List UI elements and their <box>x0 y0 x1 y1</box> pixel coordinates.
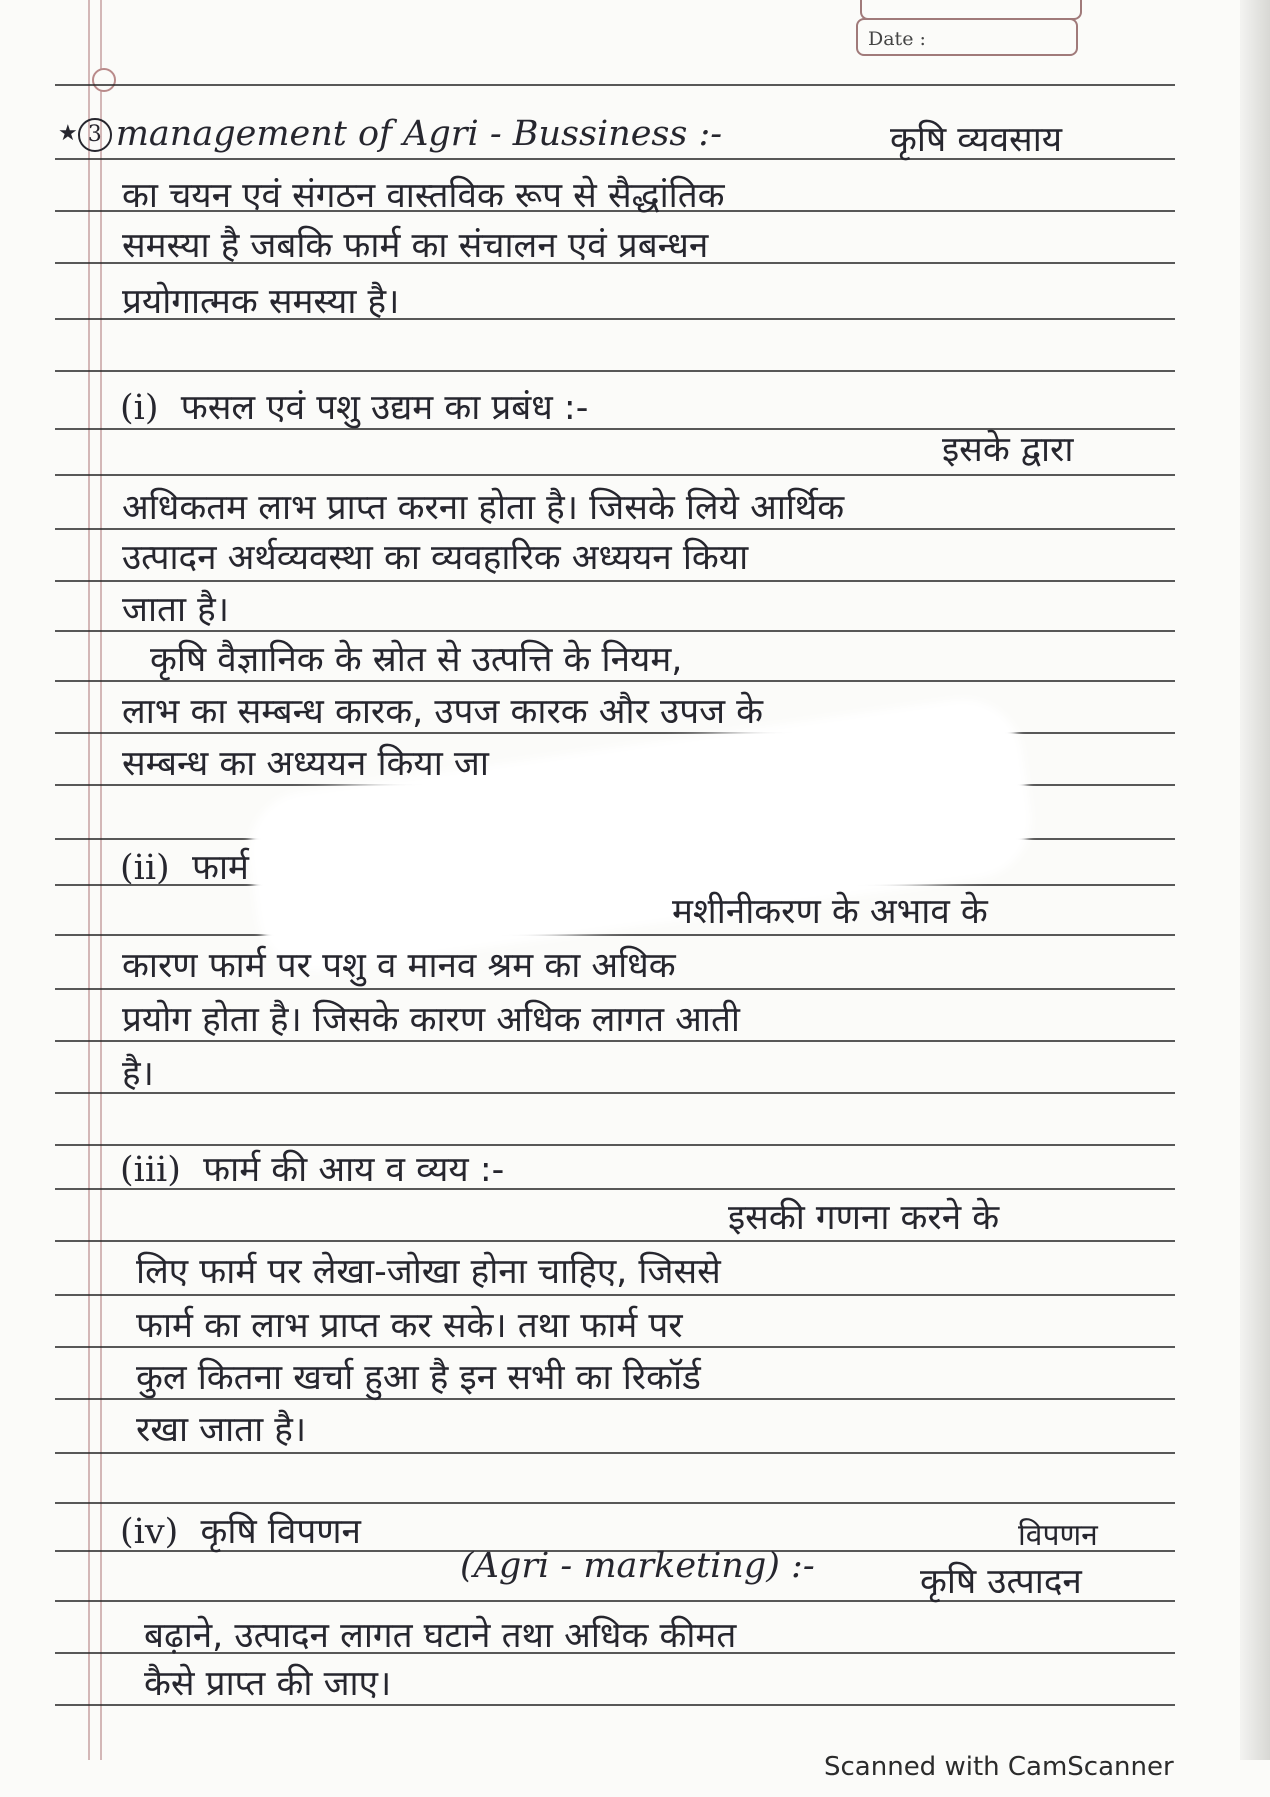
intro-line: प्रयोगात्मक समस्या है। <box>122 282 400 322</box>
intro-line: समस्या है जबकि फार्म का संचालन एवं प्रबन्धन <box>122 226 709 266</box>
body-line: है। <box>122 1054 154 1094</box>
body-line: विपणन <box>1018 1518 1098 1553</box>
body-line: लिए फार्म पर लेखा-जोखा होना चाहिए, जिससे <box>136 1252 721 1292</box>
subheading-text: कृषि विपणन <box>200 1512 361 1552</box>
ruled-line <box>55 1398 1175 1400</box>
subheading-number: (i) <box>120 388 159 428</box>
ruled-line <box>55 1294 1175 1296</box>
subheading-1 <box>120 388 588 428</box>
ruled-line <box>55 528 1175 530</box>
ruled-line <box>55 630 1175 632</box>
body-line: इसकी गणना करने के <box>728 1198 1000 1238</box>
body-line: जाता है। <box>122 590 230 630</box>
body-line: कृषि वैज्ञानिक के स्रोत से उत्पत्ति के नियम, <box>150 640 683 680</box>
ruled-line <box>55 1240 1175 1242</box>
subheading-2 <box>120 848 249 888</box>
ruled-line <box>55 1040 1175 1042</box>
subheading-4 <box>120 1512 361 1552</box>
scanner-watermark: Scanned with CamScanner <box>824 1752 1174 1782</box>
ruled-line <box>55 474 1175 476</box>
ruled-line <box>55 1144 1175 1146</box>
body-line: सम्बन्ध का अध्ययन किया जा <box>122 744 489 784</box>
page-edge-shadow <box>1240 0 1270 1760</box>
ruled-line <box>55 1452 1175 1454</box>
punch-hole <box>92 68 116 92</box>
subheading-text: फार्म <box>191 848 249 888</box>
subheading-3 <box>120 1150 504 1190</box>
subheading-text: फार्म की आय व व्यय :- <box>203 1150 505 1190</box>
ruled-line <box>55 988 1175 990</box>
body-line: प्रयोग होता है। जिसके कारण अधिक लागत आती <box>122 1000 740 1040</box>
body-line: कारण फार्म पर पशु व मानव श्रम का अधिक <box>122 946 676 986</box>
ruled-line <box>55 1502 1175 1504</box>
ruled-line <box>55 580 1175 582</box>
body-line: अधिकतम लाभ प्राप्त करना होता है। जिसके लिये आर्थिक <box>122 488 845 528</box>
subheading-text: फसल एवं पशु उद्यम का प्रबंध :- <box>180 388 589 428</box>
margin-line <box>100 0 102 1760</box>
section-number: 3 <box>78 118 112 152</box>
ruled-line <box>55 1346 1175 1348</box>
body-line: कृषि उत्पादन <box>920 1562 1082 1602</box>
body-line: मशीनीकरण के अभाव के <box>672 892 988 932</box>
ruled-line <box>55 1704 1175 1706</box>
main-heading: management of Agri - Bussiness :- <box>115 114 723 154</box>
section-heading <box>58 114 722 154</box>
ruled-line <box>55 370 1175 372</box>
body-line: फार्म का लाभ प्राप्त कर सके। तथा फार्म पर <box>136 1306 683 1346</box>
subheading-number: (ii) <box>120 848 170 888</box>
body-line: कुल कितना खर्चा हुआ है इन सभी का रिकॉर्ड <box>136 1358 701 1398</box>
body-line: इसके द्वारा <box>942 430 1074 470</box>
intro-line: कृषि व्यवसाय <box>890 120 1063 160</box>
subheading-number: (iv) <box>120 1512 179 1552</box>
date-box: Date : <box>856 18 1078 56</box>
body-line: लाभ का सम्बन्ध कारक, उपज कारक और उपज के <box>122 692 764 732</box>
margin-line <box>88 0 90 1760</box>
subheading-english: (Agri - marketing) :- <box>460 1546 815 1586</box>
body-line: उत्पादन अर्थव्यवस्था का व्यवहारिक अध्ययन किया <box>122 538 749 578</box>
ruled-line <box>55 680 1175 682</box>
body-line: रखा जाता है। <box>136 1410 307 1450</box>
body-line: कैसे प्राप्त की जाए। <box>144 1664 392 1704</box>
ruled-line <box>55 84 1175 86</box>
page-number-box <box>860 0 1082 20</box>
intro-line: का चयन एवं संगठन वास्तविक रूप से सैद्धांतिक <box>122 176 725 216</box>
star-mark: ★ <box>58 121 78 146</box>
ruled-line <box>55 934 1175 936</box>
ruled-line <box>55 1092 1175 1094</box>
body-line: बढ़ाने, उत्पादन लागत घटाने तथा अधिक कीमत <box>144 1616 737 1656</box>
subheading-number: (iii) <box>120 1150 181 1190</box>
